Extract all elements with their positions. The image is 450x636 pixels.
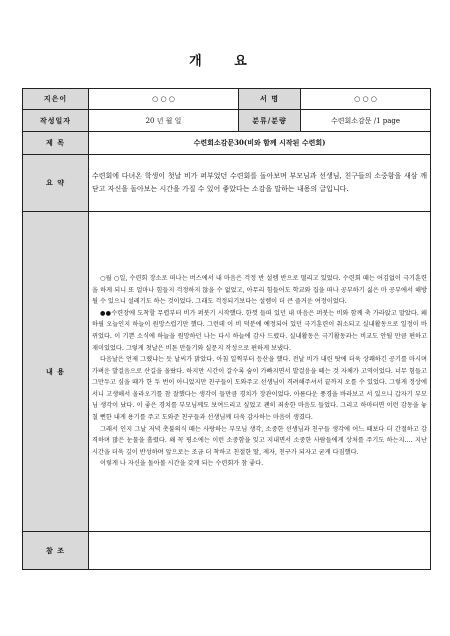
summary-text: 수련회에 다녀온 학생이 첫날 비가 퍼부었던 수련회를 돌아보며 부모님과 선생님, 친구들의 소중함을 새삼 깨닫고 자신을 돌아보는 시간을 가질 수 있어 좋았다는 소감을 말하는 내용의 글입니다. [89,155,431,212]
content-paragraph: 이렇게 나 자신을 돌아볼 시간을 갖게 되는 수련회가 참 좋다. [100,460,264,468]
title-row [23,132,431,155]
category-label: 분류/분량 [239,110,301,132]
author-row [23,89,431,110]
reference-label: 참 조 [23,532,89,570]
content-body [89,212,431,532]
content-label: 내 용 [23,212,89,532]
title-label: 제 목 [23,132,89,155]
date-row [23,110,431,132]
reviewer-label: 서 명 [239,89,301,110]
author-value: ○ ○ ○ [89,89,239,110]
summary-form-table [22,88,431,570]
author-label: 지은이 [23,89,89,110]
date-value: 20 년 월 일 [89,110,239,132]
document-title: 수련회소감문30(비와 함께 시작된 수련회) [89,132,431,155]
category-value: 수련회소감문 /1 page [301,110,431,132]
content-paragraph: 그래서 인지 그날 저녁 촛불의식 때는 사랑하는 부모님 생각, 소중한 선생님과 친구들 생각에 어느 때보다 더 간절하고 감격하며 많은 눈물을 흘렸다. 왜 꼭 평소에는 이런 소중함을 잊고 지내면서 소중한 사람들에게 상처를 주기도 하는지…. 지난 시간을 더욱 깊이 반성하며 앞으로는 조금 더 착하고 친절한 딸, 제자, 친구가 되자고 굳게 다짐했다. [92,425,427,456]
reference-row [23,532,431,570]
content-paragraph: ●●수련장에 도착할 무렵부터 비가 퍼붓기 시작했다. 한껏 들떠 있던 내 마음은 퍼붓는 비와 함께 축 가라앉고 말았다. 왜 하필 오늘인지 하늘이 원망스럽기만 했다. 그런데 이 비 덕분에 예정되어 있던 극기훈련이 취소되고 실내활동으로 일정이 바뀌었다. 이 기쁜 소식에 하늘을 원망하던 나는 다시 하늘에 감사 드렸다. 실내활동은 극기활동과는 비교도 안될 만큼 편하고 재미있었다. 그렇게 첫날은 비튼 만들기와 실문지 작성으로 편하게 보냈다. [92,309,427,352]
content-paragraph: ○월 ○일, 수련회 장소로 떠나는 버스에서 내 마음은 걱정 반 설렘 반으로 떨리고 있었다. 수련회 때는 어김없이 극기훈련을 하게 되니 또 얼마나 힘들지 걱정하지 않을 수 없었고, 아무리 힘들어도 학교와 집을 떠나 공부하기 싫은 마 공부에서 해방될 수 있으니 설레기도 하는 것이었다. 그래도 걱정되기보다는 설렘이 더 큰 즐거운 여정이었다. [92,274,427,306]
reviewer-value: ○ ○ ○ [301,89,431,110]
content-row [23,212,431,532]
summary-row [23,155,431,212]
page-title: 개 요 [189,54,261,69]
reference-value [89,532,431,570]
summary-label: 요 약 [23,155,89,212]
date-label: 작성일자 [23,110,89,132]
content-paragraph: 다음날은 언제 그랬냐는 듯 날씨가 맑았다. 아침 일찍부터 등산을 했다. 전날 비가 내린 탓에 더욱 상쾌하긴 공기를 마시며 가벼운 발걸음으로 산길을 올랐다. 하지만 시간이 갈수록 숨이 가빠지면서 발걸음을 떼는 것 자체가 고역이었다. 너무 힘들고 그만두고 싶을 때가 한 두 번이 아니었지만 친구들이 도와주고 선생님이 격려해주셔서 끝까지 오를 수 있었다. 그렇게 정상에 서니 고생해서 올라오기를 참 잘했다는 생각이 들만큼 경치가 장관이었다. 아름다운 풍경을 바라보고 서 있으니 갑자기 부모님 생각이 났다. 이 좋은 경치를 부모님께도 보여드리고 싶었고 괜히 죄송한 마음도 들었다. 그리고 하마터면 이런 감동을 놓칠 뻔한 내게 용기를 주고 도와준 친구들과 선생님께 더욱 감사하는 마음이 생겼다. [92,356,427,422]
